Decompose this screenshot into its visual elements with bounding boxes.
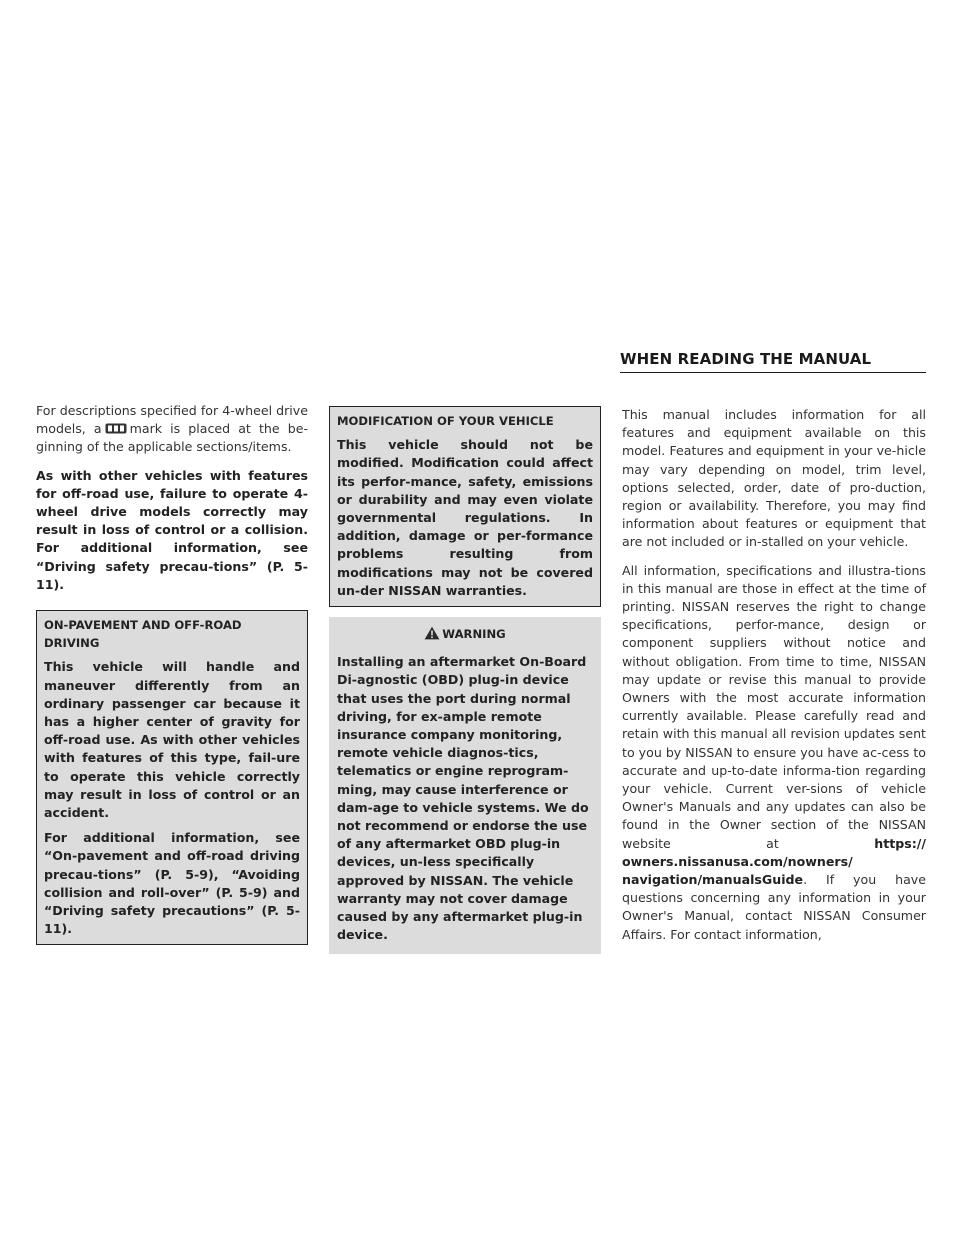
4wd-mark-icon — [105, 421, 127, 432]
warning-header — [337, 625, 593, 645]
fourwd-caution-paragraph: As with other vehicles with features for off-road use, failure to operate 4-wheel drive models correctly may result in loss of control or a collision. For additional information, see “Driving safety precau-tions” (P. 5-11). — [36, 467, 308, 592]
on-pavement-box-paragraph-1: This vehicle will handle and maneuver differently from an ordinary passenger car because it has a higher center of gravity for off-road use. As with other vehicles with features of this type, fail-ure to operate this vehicle correctly may result in loss of control or an accident. — [44, 659, 300, 821]
warning-triangle-icon — [424, 626, 440, 645]
fourwd-intro-end: mark is placed at the be-ginning of the applicable sections/items. — [36, 421, 308, 455]
on-pavement-off-road-box — [36, 610, 308, 945]
fourwd-intro-paragraph — [36, 402, 308, 457]
column-3 — [622, 406, 926, 954]
warning-label: WARNING — [442, 627, 506, 642]
modification-box-title: MODIFICATION OF YOUR VEHICLE — [337, 414, 554, 428]
heading-rule — [620, 372, 926, 373]
on-pavement-box-title: ON-PAVEMENT AND OFF-ROAD DRIVING — [44, 618, 242, 651]
modification-box-paragraph: This vehicle should not be modified. Modification could affect its perfor-mance, safety, emissions or durability and may even violate governmental regulations. In addition, damage or per-formance problems resulting from modifications may not be covered un-der NISSAN warranties. — [337, 437, 593, 598]
obd-warning-box — [329, 617, 601, 954]
owners-manual-website-link[interactable]: https:// owners.nissanusa.com/nowners/ navigation/manualsGuide — [622, 835, 926, 888]
on-pavement-box-paragraph-2: For additional information, see “On-pavement and off-road driving precau-tions” (P. 5-9), “Avoiding collision and roll-over” (P. 5-9) and “Driving safety precautions” (P. 5-11). — [44, 830, 300, 937]
manual-updates-paragraph — [622, 562, 926, 944]
warning-text: Installing an aftermarket On-Board Di-agnostic (OBD) plug-in device that uses the port during normal driving, for ex-ample remote insurance company monitoring, remote vehicle diagnos-tics, telematics or engine reprogram-ming, may cause interference or dam-age to vehicle systems. We do not recommend or endorse the use of any aftermarket OBD plug-in devices, un-less specifically approved by NISSAN. The vehicle warranty may not cover damage caused by any aftermarket plug-in device. — [337, 654, 589, 943]
manual-updates-text-end: . If you have questions concerning any information in your Owner's Manual, contact NISSAN Consumer Affairs. For contact information, — [622, 872, 926, 942]
column-2 — [329, 406, 601, 954]
fourwd-intro-start: For descriptions specified for 4-wheel drive models, a — [36, 403, 308, 437]
column-1 — [36, 402, 308, 945]
modification-box — [329, 406, 601, 607]
manual-updates-text: All information, specifications and illustra-tions in this manual are those in effect at the time of printing. NISSAN reserves the right to change specifications, perfor-mance, design or component suppliers without notice and without obligation. From time to time, NISSAN may update or revise this manual to provide Owners with the most accurate information currently available. Please carefully read and retain with this manual all revision updates sent to you by NISSAN to ensure you have ac-cess to accurate and up-to-date informa-tion regarding your vehicle. Current ver-sions of vehicle Owner's Manuals and any updates can also be found in the Owner section of the NISSAN website at — [622, 562, 926, 851]
section-heading: WHEN READING THE MANUAL — [620, 350, 872, 368]
manual-info-paragraph: This manual includes information for all features and equipment available on this model. Features and equipment in your ve-hicle may vary depending on model, trim level, options selected, order, date of pro-duction, region or availability. Therefore, you may find information about features or equipment that are not included or in-stalled on your vehicle. — [622, 407, 926, 550]
